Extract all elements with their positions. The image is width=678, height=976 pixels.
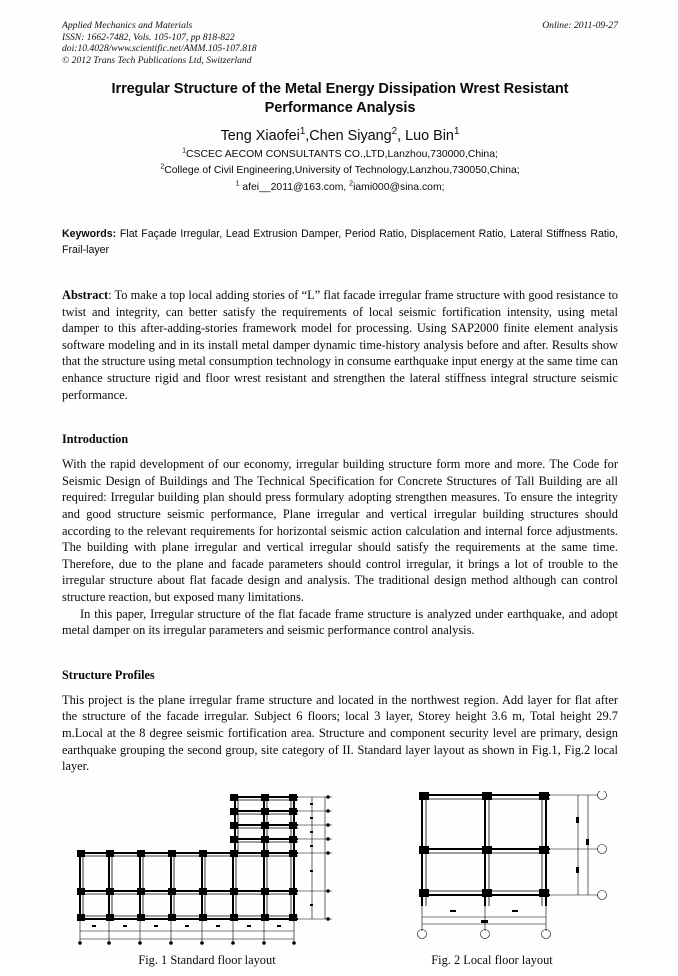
author-1-sup: 1 bbox=[299, 126, 306, 138]
figure-2-caption: Fig. 2 Local floor layout bbox=[431, 952, 553, 967]
author-2-sup: 2 bbox=[391, 126, 398, 138]
affiliation-1-text: CSCEC AECOM CONSULTANTS CO.,LTD,Lanzhou,730000,China; bbox=[186, 149, 498, 160]
author-3: , Luo Bin bbox=[397, 128, 454, 144]
keywords-label: Keywords: bbox=[62, 228, 117, 241]
figure-1-caption: Fig. 1 Standard floor layout bbox=[138, 952, 276, 967]
figure-1-image bbox=[70, 791, 340, 951]
online-date: Online: 2011-09-27 bbox=[542, 20, 618, 31]
figure-2-right-dimensions bbox=[550, 795, 598, 895]
abstract-text: : To make a top local adding stories of “L” flat facade irregular frame structure with good resistance to twist and integrity, can better satisfy the requirements of local seismic fortification intensity, using metal damper to this after-adding-stories framework model for processing. Using SAP2000 finite element analysis software modeling and in its install metal damper dynamic time-history analysis before and after. Results show that the structure using metal consumption technology in consume earthquake input energy at the same time can enhance structure rigid and floor wrest resistant and strengthen the lateral stiffness integral structure seismic performance. bbox=[62, 288, 618, 402]
figure-1-right-dimensions bbox=[298, 797, 332, 919]
figures-row bbox=[62, 791, 618, 976]
figure-1-bottom-dimensions bbox=[80, 919, 294, 943]
keywords-text: Flat Façade Irregular, Lead Extrusion Damper, Period Ratio, Displacement Ratio, Lateral Stiffness Ratio, Frail-layer bbox=[62, 228, 618, 256]
affiliation-1-sup: 1 bbox=[182, 147, 187, 155]
figure-2-caption-wrap bbox=[362, 953, 622, 968]
affiliation-2-text: College of Civil Engineering,University of Technology,Lanzhou,730050,China; bbox=[164, 165, 520, 177]
affiliation-2-sup: 2 bbox=[160, 163, 165, 171]
email-line bbox=[62, 181, 618, 195]
introduction-paragraph-2: In this paper, Irregular structure of the flat facade frame structure is analyzed under earthquake, and adopt metal damper on its irregular parameters and seismic performance control analysis. bbox=[62, 606, 618, 638]
abstract-label: Abstract bbox=[62, 288, 109, 303]
email-1-sup: 1 bbox=[235, 180, 240, 188]
email-2-sup: 2 bbox=[349, 180, 354, 188]
keywords-block bbox=[62, 227, 618, 258]
journal-issn: ISSN: 1662-7482, Vols. 105-107, pp 818-822 bbox=[62, 31, 235, 43]
figure-1-bottom-dim-ticks bbox=[78, 925, 296, 945]
figure-1-right-dim-ticks bbox=[310, 795, 330, 921]
figure-2-right-grid-labels bbox=[598, 791, 607, 900]
section-heading-structure-profiles: Structure Profiles bbox=[62, 667, 155, 682]
figure-1-drawing bbox=[70, 791, 340, 951]
author-1: Teng Xiaofei bbox=[220, 128, 300, 144]
journal-name: Applied Mechanics and Materials bbox=[62, 20, 193, 31]
email-2[interactable]: iami000@sina.com; bbox=[353, 181, 445, 193]
journal-copyright: © 2012 Trans Tech Publications Ltd, Switzerland bbox=[62, 54, 252, 66]
author-line bbox=[62, 127, 618, 146]
section-heading-introduction: Introduction bbox=[62, 432, 129, 447]
affiliation-2 bbox=[62, 164, 618, 178]
introduction-paragraph-1: With the rapid development of our economy, irregular building structure form more and more. The Code for Seismic Design of Buildings and The Technical Specification for Concrete Structures of Tall Building are all required: Irregular building plan should press formulary adopting strengthen measures. To ensure the integrity and good structure seismic performance, Plane irregular and vertical irregular building structures should according to the relevant requirements for horizontal seismic action calculation and internal force adjustments. The building with plane irregular and vertical irregular should satisfy the requirements at the same time. Therefore, due to the plane and facade parameters should control irregular, it brings a lot of trouble to the irregular structure about flat facade design and analysis. The traditional design method although can control structure reaction, but exposed many limitations. bbox=[62, 457, 618, 604]
abstract-block bbox=[62, 287, 618, 403]
author-3-sup: 1 bbox=[453, 126, 460, 138]
page-title: Irregular Structure of the Metal Energy Dissipation Wrest Resistant Performance Analysis bbox=[111, 81, 569, 116]
affiliation-1 bbox=[62, 148, 618, 162]
journal-header bbox=[62, 20, 618, 72]
email-1[interactable]: afei__2011@163.com, bbox=[239, 181, 347, 193]
structure-profiles-paragraph-1: This project is the plane irregular frame structure and located in the northwest region. Add layer for flat after the structure of the facade irregular. Subject 6 floors; local 3 layer, Storey height 3.6 m, Total height 29.7 m.Local at the 8 degree seismic fortification area. Structure and component security level are primary, design earthquake grouping the second group, site category of II. Standard layer layout as shown in Fig.1, Fig.2 local layer. bbox=[62, 692, 618, 774]
figure-1-caption-wrap bbox=[62, 953, 352, 968]
figure-2-image bbox=[402, 791, 617, 951]
figure-2-bottom-dim-ticks bbox=[450, 910, 518, 923]
author-2: ,Chen Siyang bbox=[305, 128, 392, 144]
figure-2-bottom-grid-labels bbox=[418, 929, 551, 938]
figure-2-drawing bbox=[402, 791, 617, 951]
journal-doi: doi:10.4028/www.scientific.net/AMM.105-107.818 bbox=[62, 43, 257, 55]
